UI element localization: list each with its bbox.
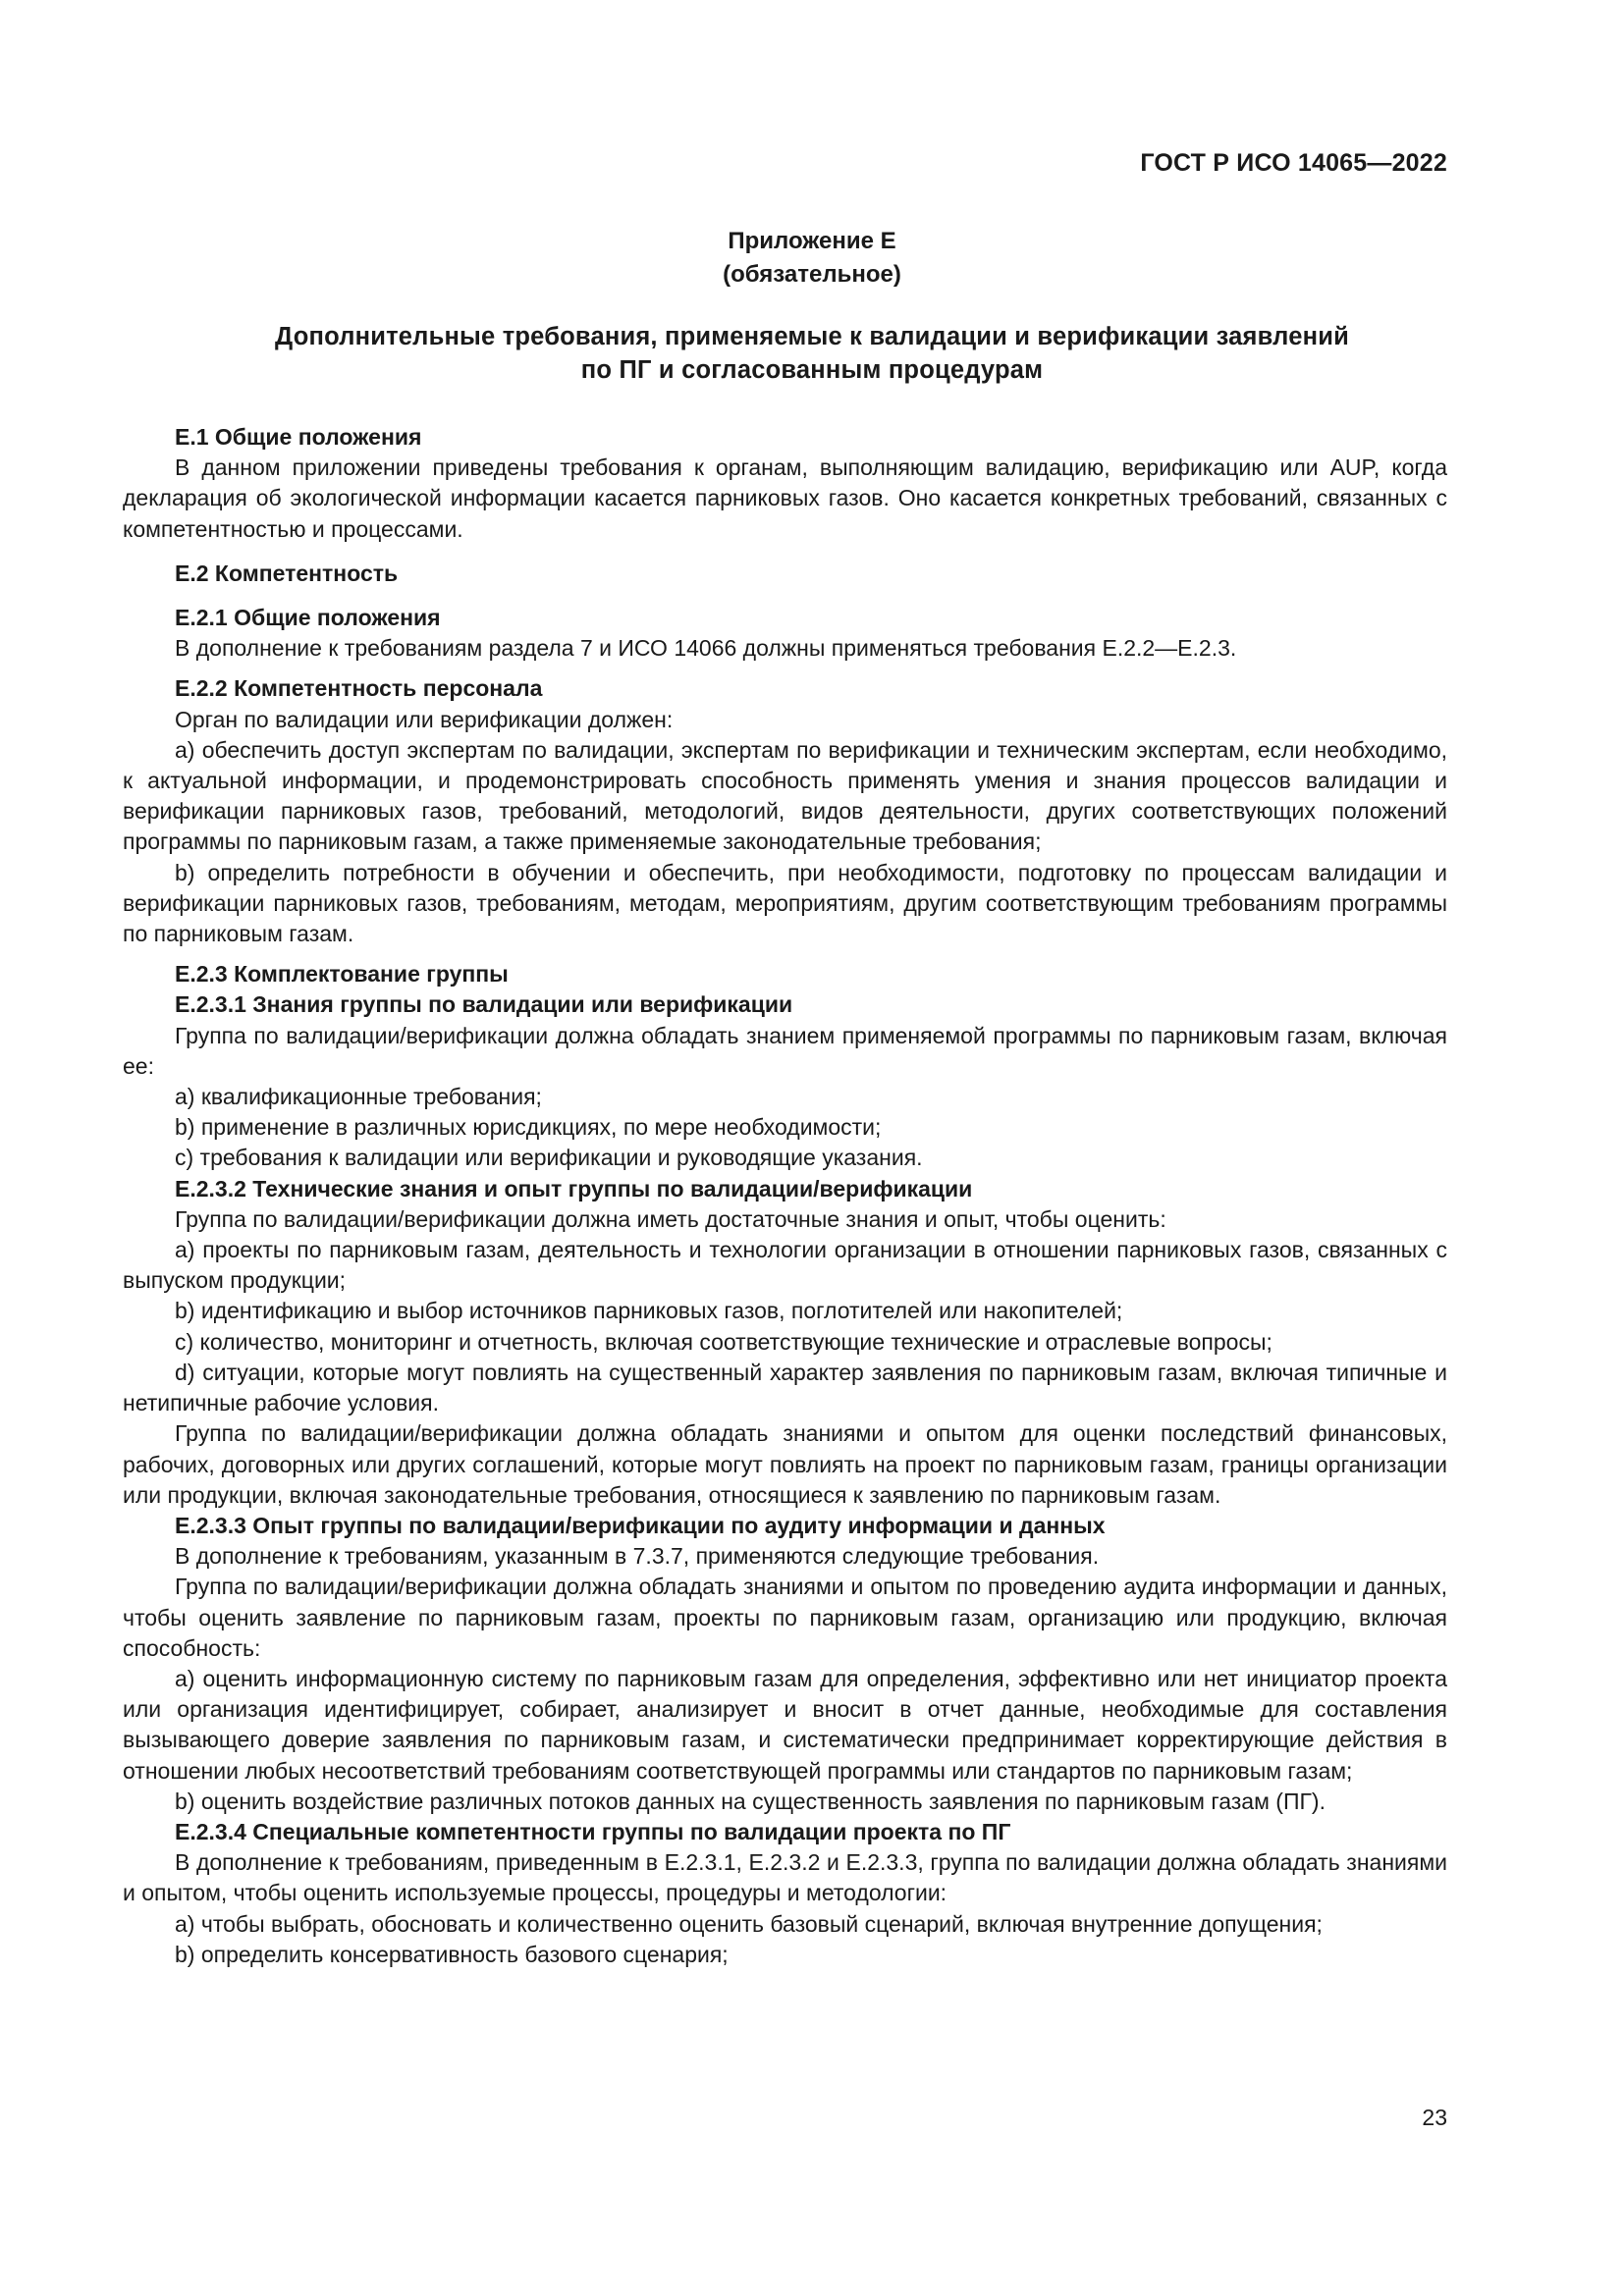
section-heading-e1: Е.1 Общие положения <box>175 424 422 450</box>
list-item: a) обеспечить доступ экспертам по валидации, экспертам по верификации и техническим экспертам, если необходимо, к актуальной информации, и продемонстрировать способность применять умения и знания процессов валидации и верификации парниковых газов, требований, методологий, видов деятельности, других соответствующих положений программы по парниковым газам, а также применяемые законодательные требования; <box>123 736 1447 855</box>
list-item: c) требования к валидации или верификации и руководящие указания. <box>175 1145 923 1171</box>
paragraph: В дополнение к требованиям, приведенным в Е.2.3.1, Е.2.3.2 и Е.2.3.3, группа по валидации должна обладать знаниями и опытом, чтобы оценить используемые процессы, процедуры и методологии: <box>123 1849 1447 1906</box>
list-item: a) квалификационные требования; <box>175 1084 542 1110</box>
list-item: c) количество, мониторинг и отчетность, включая соответствующие технические и отраслевые вопросы; <box>175 1328 1272 1355</box>
list-item: b) применение в различных юрисдикциях, по мере необходимости; <box>175 1114 882 1141</box>
section-heading-e2-3-2: Е.2.3.2 Технические знания и опыт группы по валидации/верификации <box>175 1175 973 1201</box>
annex-status: (обязательное) <box>723 261 901 288</box>
paragraph: Группа по валидации/верификации должна обладать знанием применяемой программы по парниковым газам, включая ее: <box>123 1022 1447 1079</box>
section-heading-e2-3-3: Е.2.3.3 Опыт группы по валидации/верификации по аудиту информации и данных <box>175 1512 1106 1538</box>
standard-designation: ГОСТ Р ИСО 14065—2022 <box>1140 149 1447 177</box>
paragraph: Группа по валидации/верификации должна обладать знаниями и опытом по проведению аудита информации и данных, чтобы оценить заявление по парниковым газам, проекты по парниковым газам, организацию или продукцию, включая способность: <box>123 1574 1447 1661</box>
section-heading-e2: Е.2 Компетентность <box>175 560 399 586</box>
list-item: a) проекты по парниковым газам, деятельность и технологии организации в отношении парниковых газов, связанных с выпуском продукции; <box>123 1237 1447 1294</box>
section-heading-e2-2: Е.2.2 Компетентность персонала <box>175 675 543 702</box>
section-heading-e2-3-1: Е.2.3.1 Знания группы по валидации или верификации <box>175 991 793 1018</box>
page-number: 23 <box>1422 2105 1447 2130</box>
paragraph: Группа по валидации/верификации должна иметь достаточные знания и опыт, чтобы оценить: <box>175 1205 1166 1232</box>
annex-title <box>0 320 1624 387</box>
paragraph: Орган по валидации или верификации должен: <box>175 706 674 732</box>
annex-label: Приложение Е <box>728 228 896 254</box>
list-item: b) определить консервативность базового сценария; <box>175 1941 729 1967</box>
paragraph: Группа по валидации/верификации должна обладать знаниями и опытом для оценки последствий финансовых, рабочих, договорных или других соглашений, которые могут повлиять на проект по парниковым газам, границы организации или продукции, включая законодательные требования, относящиеся к заявлению по парниковым газам. <box>123 1420 1447 1508</box>
list-item: b) определить потребности в обучении и обеспечить, при необходимости, подготовку по процессам валидации и верификации парниковых газов, требованиям, методам, мероприятиям, другим соответствующим требованиям программы по парниковым газам. <box>123 859 1447 947</box>
list-item: b) идентификацию и выбор источников парниковых газов, поглотителей или накопителей; <box>175 1298 1123 1324</box>
annex-title-line: Дополнительные требования, применяемые к валидации и верификации заявлений <box>275 323 1349 350</box>
paragraph: В данном приложении приведены требования к органам, выполняющим валидацию, верификацию или AUP, когда декларация об экологической информации касается парниковых газов. Оно касается конкретных требований, связанных с компетентностью и процессами. <box>123 454 1447 542</box>
list-item: d) ситуации, которые могут повлиять на существенный характер заявления по парниковым газам, включая типичные и нетипичные рабочие условия. <box>123 1359 1447 1416</box>
section-heading-e2-3-4: Е.2.3.4 Специальные компетентности группы по валидации проекта по ПГ <box>175 1818 1011 1844</box>
list-item: a) чтобы выбрать, обосновать и количественно оценить базовый сценарий, включая внутренние допущения; <box>175 1910 1323 1937</box>
section-heading-e2-1: Е.2.1 Общие положения <box>175 605 441 631</box>
paragraph: В дополнение к требованиям, указанным в 7.3.7, применяются следующие требования. <box>175 1543 1100 1570</box>
section-heading-e2-3: Е.2.3 Комплектование группы <box>175 961 509 988</box>
annex-title-line: по ПГ и согласованным процедурам <box>580 356 1044 384</box>
document-body <box>123 422 1447 1970</box>
paragraph: В дополнение к требованиям раздела 7 и ИСО 14066 должны применяться требования Е.2.2—Е.2.3. <box>175 635 1237 662</box>
list-item: b) оценить воздействие различных потоков данных на существенность заявления по парниковым газам (ПГ). <box>175 1788 1326 1814</box>
list-item: a) оценить информационную систему по парниковым газам для определения, эффективно или нет инициатор проекта или организация идентифицирует, собирает, анализирует и вносит в отчет данные, необходимые для составления вызывающего доверие заявления по парниковым газам, и систематически предпринимает корректирующие действия в отношении любых несоответствий требованиям соответствующей программы или стандартов по парниковым газам; <box>123 1665 1447 1784</box>
